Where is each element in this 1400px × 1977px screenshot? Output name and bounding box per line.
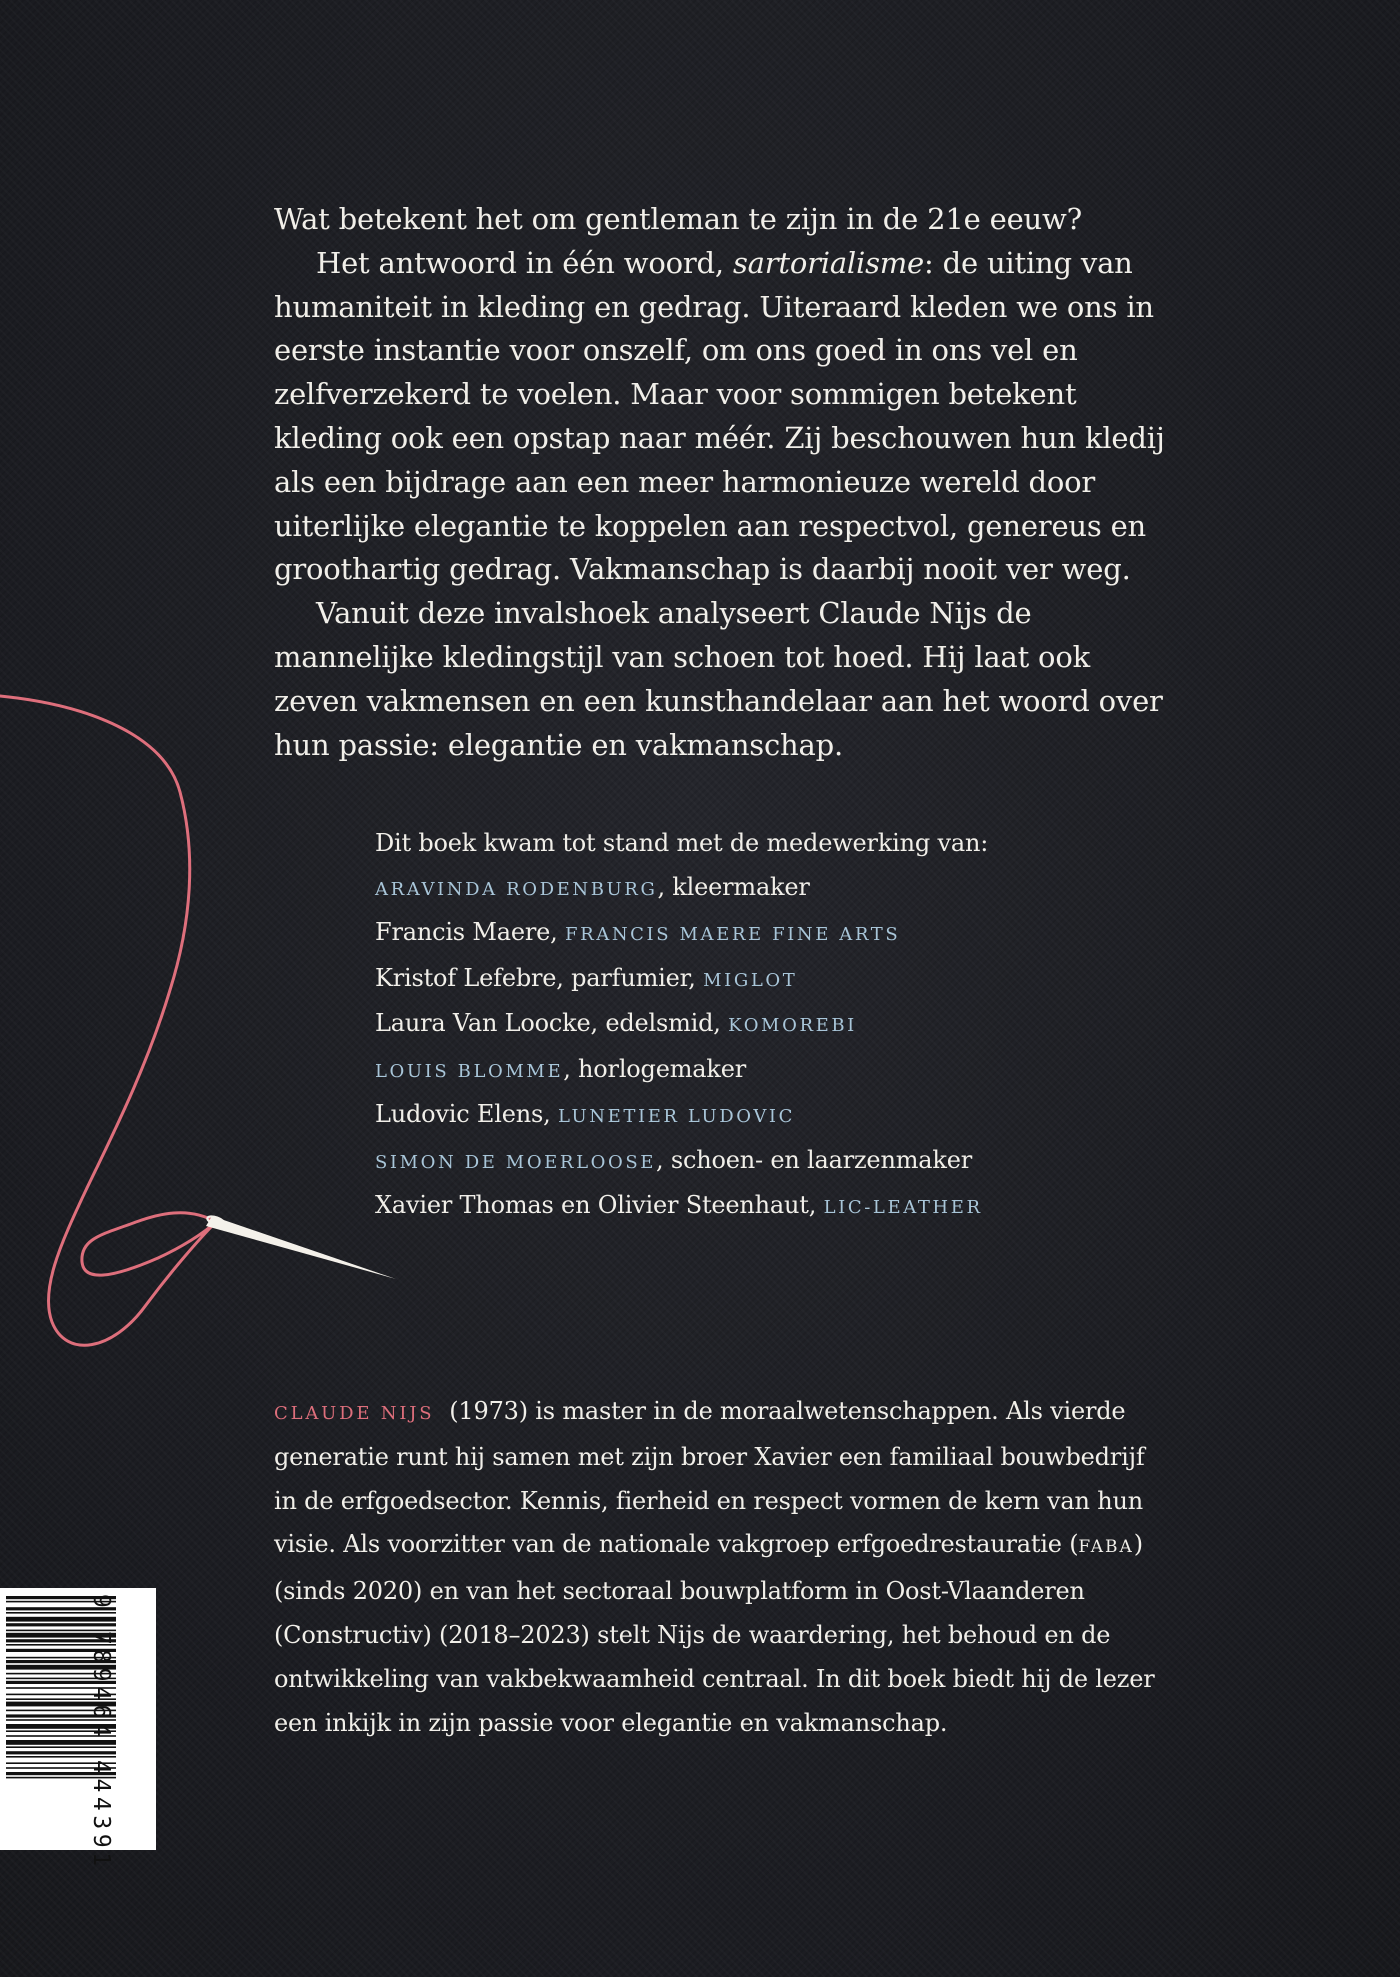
author-bio-paragraph: [274, 1390, 1174, 1745]
blurb-text: [274, 198, 1174, 767]
credit-entry: Kristof Lefebre, parfumier, MIGLOT: [375, 963, 798, 992]
collaborator-name: FRANCIS MAERE FINE ARTS: [564, 924, 901, 945]
credit-entry: Laura Van Loocke, edelsmid, KOMOREBI: [375, 1009, 857, 1037]
author-bio: [274, 1390, 1174, 1745]
credits-intro: Dit boek kwam tot stand met de medewerking van:: [375, 829, 989, 857]
blurb-question: Wat betekent het om gentleman te zijn in de 21e eeuw?: [274, 202, 1082, 236]
credits-list: [375, 822, 1175, 1230]
collaborator-name: LUNETIER LUDOVIC: [557, 1106, 796, 1127]
credit-entry: ARAVINDA RODENBURG, kleermaker: [375, 872, 810, 901]
collaborator-name: LIC-LEATHER: [823, 1197, 983, 1218]
credit-entry: Francis Maere, FRANCIS MAERE FINE ARTS: [375, 918, 901, 946]
collaborator-name: ARAVINDA RODENBURG: [375, 878, 658, 900]
credit-entry: Xavier Thomas en Olivier Steenhaut, LIC-LEATHER: [375, 1191, 983, 1219]
collaborator-name: MIGLOT: [703, 969, 798, 991]
isbn-digits: 9 789464 444391: [88, 1594, 114, 1871]
barcode-bars: [0, 1588, 156, 1871]
blurb-paragraph-analysis: Vanuit deze invalshoek analyseert Claude Nijs de mannelijke kledingstijl van schoen tot hoed. Hij laat ook zeven vakmensen en een kunsthandelaar aan het woord over hun passie: elegantie en vakmanschap.: [274, 596, 1163, 762]
blurb-p2-after: : de uiting van humaniteit in kleding en gedrag. Uiteraard kleden we ons in eerste instantie voor onszelf, om ons goed in ons vel en zelfverzekerd te voelen. Maar voor sommigen betekent kleding ook een opstap naar méér. Zij beschouwen hun kledij als een bijdrage aan een meer harmonieuze wereld door uiterlijke elegantie te koppelen aan respectvol, genereus en groothartig gedrag. Vakmanschap is daarbij nooit ver weg.: [274, 245, 1165, 587]
author-name: CLAUDE NIJS: [274, 1403, 435, 1424]
isbn-barcode: [0, 1588, 156, 1871]
blurb-term-sartorialisme: sartorialisme: [732, 245, 925, 280]
credit-entry: Ludovic Elens, LUNETIER LUDOVIC: [375, 1100, 796, 1128]
needle-icon: [206, 1215, 396, 1279]
collaborator-name: LOUIS BLOMME: [375, 1060, 564, 1082]
thread-line: [0, 696, 216, 1345]
author-bio-text-2: ) (sinds 2020) en van het sectoraal bouwplatform in Oost-Vlaanderen (Constructiv) (2018–2023) stelt Nijs de waardering, het behoud en de ontwikkeling van vakbekwaamheid centraal. In dit boek biedt hij de lezer een inkijk in zijn passie voor elegantie en vakmanschap.: [274, 1530, 1155, 1737]
collaborator-name: SIMON DE MOERLOOSE: [375, 1151, 657, 1173]
faba-acronym: FABA: [1078, 1537, 1134, 1558]
collaborator-name: KOMOREBI: [728, 1015, 857, 1036]
credit-entry: SIMON DE MOERLOOSE, schoen- en laarzenmaker: [375, 1145, 972, 1174]
blurb-paragraph-sartorialisme: [274, 242, 1174, 592]
author-bio-text-1: (1973) is master in de moraalwetenschappen. Als vierde generatie runt hij samen met zijn broer Xavier een familiaal bouwbedrijf in de erfgoedsector. Kennis, fierheid en respect vormen de kern van hun visie. Als voorzitter van de nationale vakgroep erfgoedrestauratie (: [274, 1397, 1145, 1559]
credit-entry: LOUIS BLOMME, horlogemaker: [375, 1054, 747, 1083]
blurb-p2-before: Het antwoord in één woord,: [316, 245, 733, 280]
